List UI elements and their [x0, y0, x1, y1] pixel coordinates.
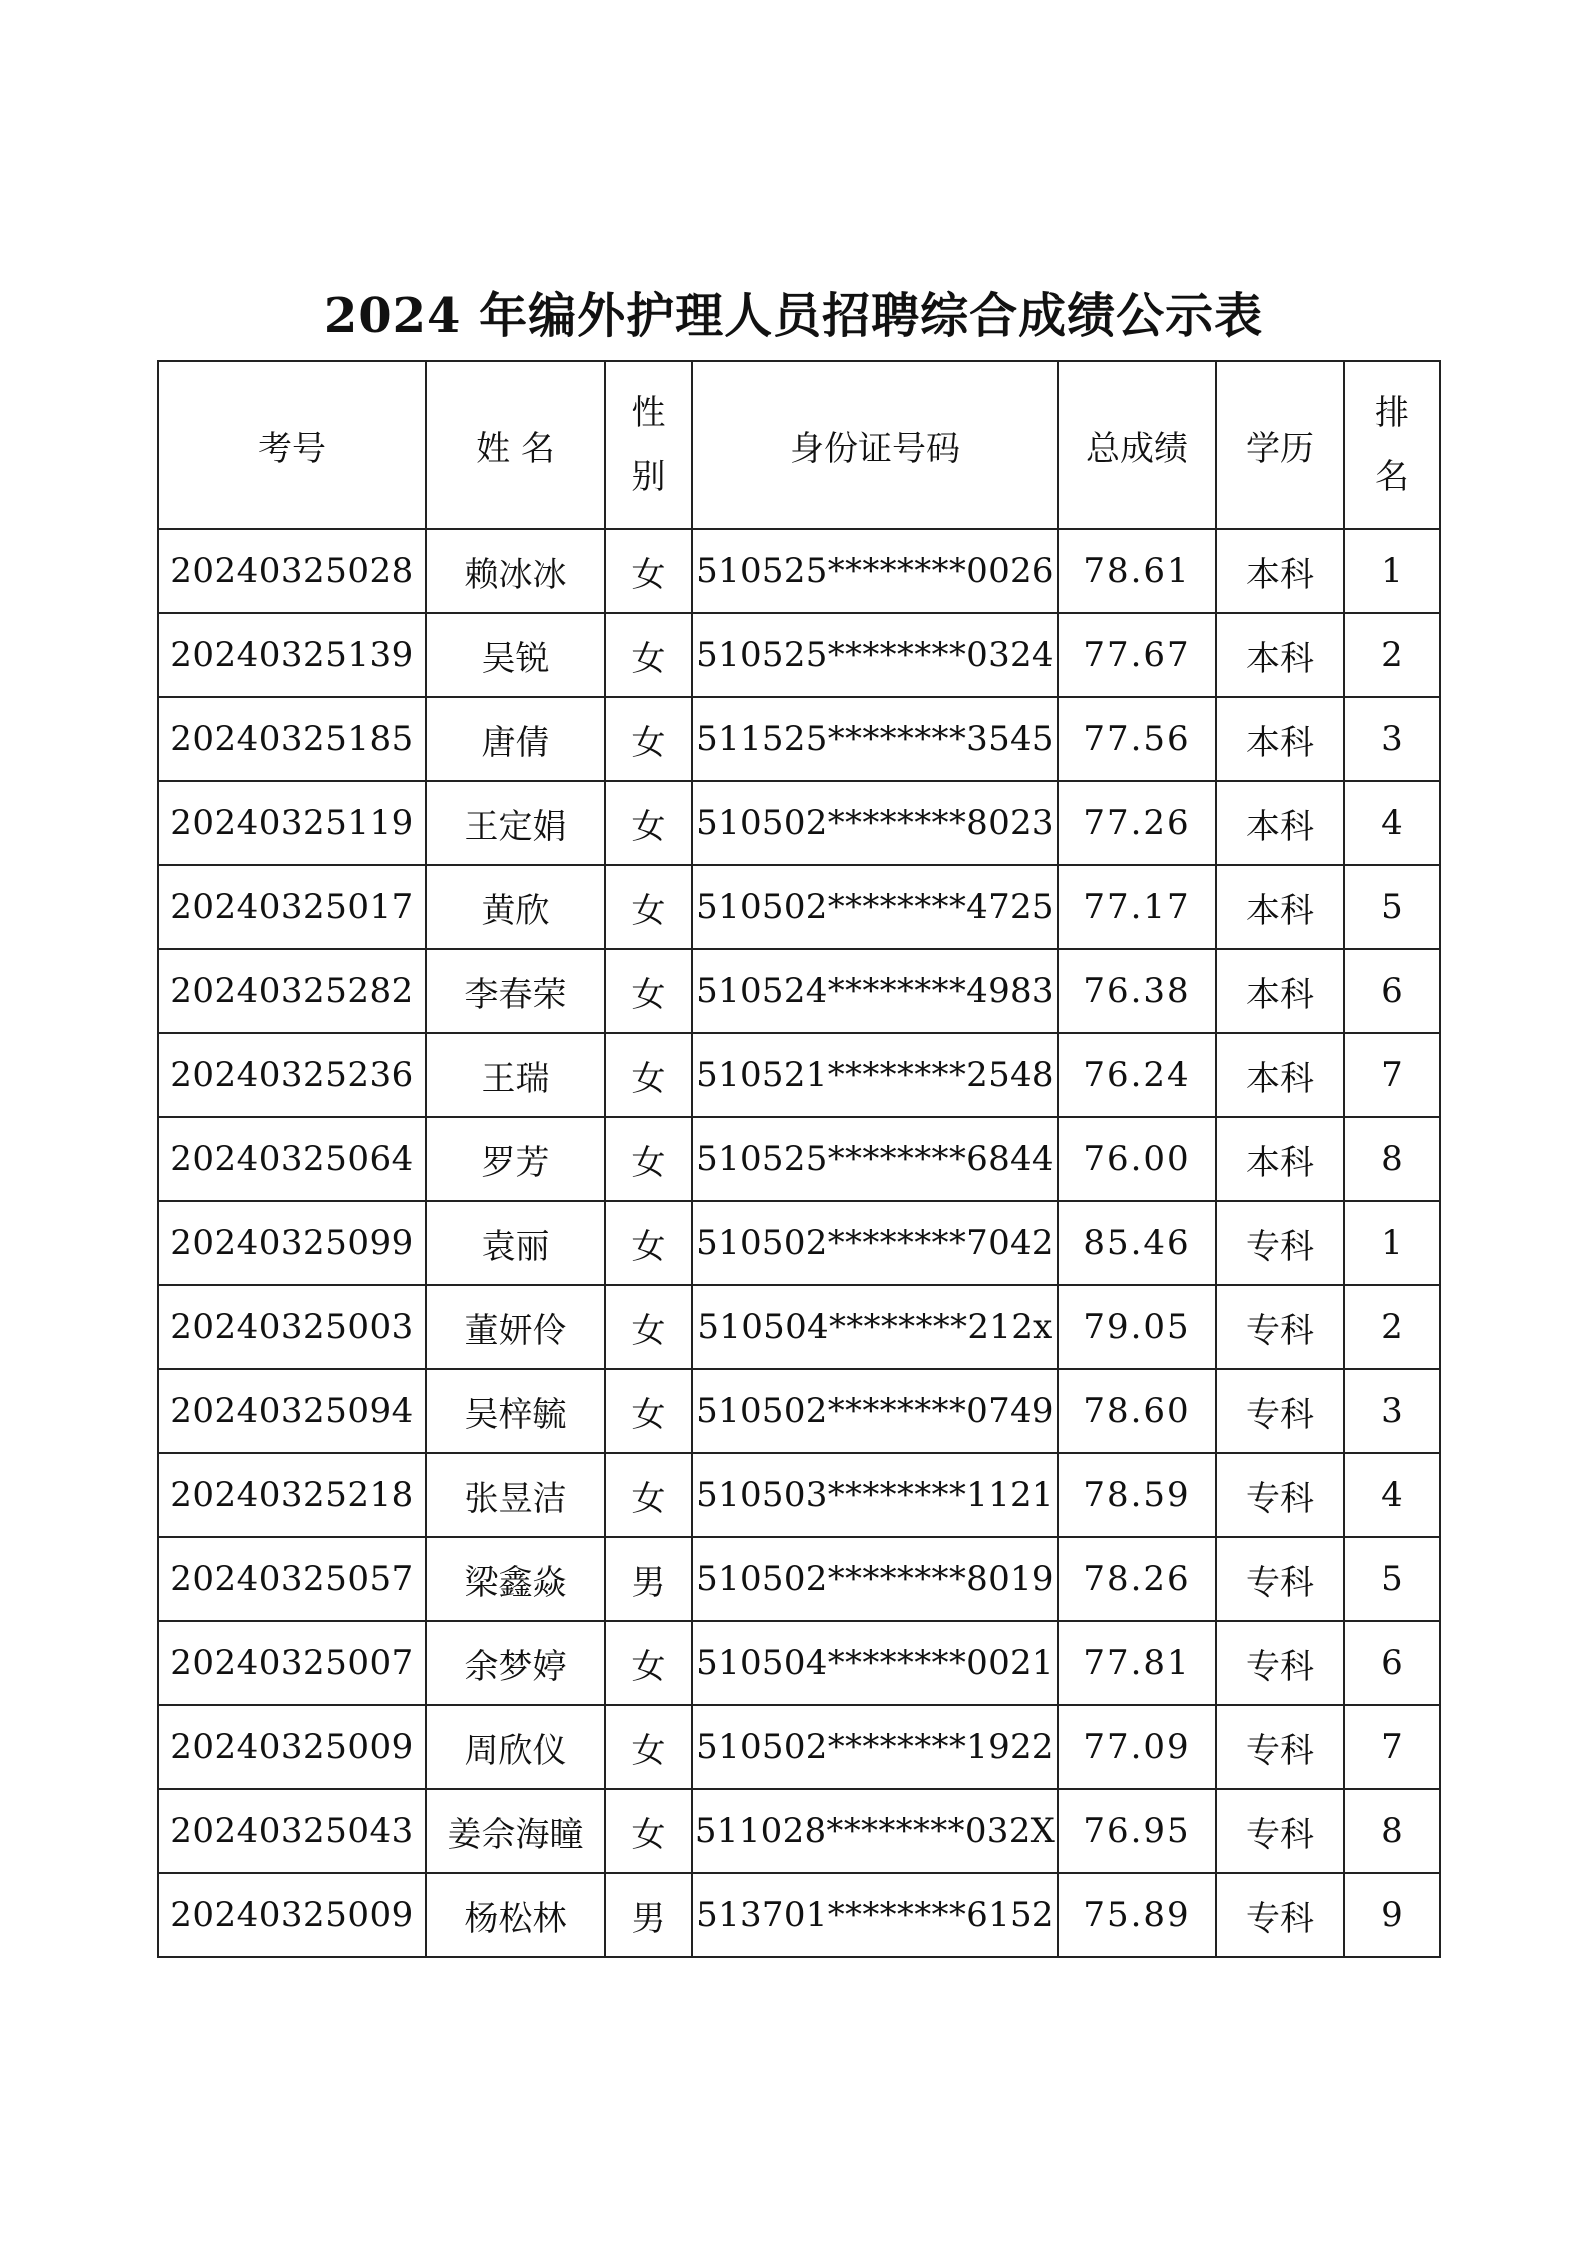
cell-id-card: 510502********4725 — [692, 865, 1058, 949]
cell-education: 专科 — [1216, 1201, 1344, 1285]
cell-id-card: 511525********3545 — [692, 697, 1058, 781]
table-body — [158, 529, 1440, 1957]
cell-rank: 6 — [1344, 1621, 1440, 1705]
cell-name: 赖冰冰 — [426, 529, 605, 613]
cell-rank: 1 — [1344, 529, 1440, 613]
cell-rank: 4 — [1344, 1453, 1440, 1537]
cell-education: 本科 — [1216, 781, 1344, 865]
cell-id-card: 510525********0026 — [692, 529, 1058, 613]
cell-gender: 女 — [605, 1033, 692, 1117]
cell-name: 吴锐 — [426, 613, 605, 697]
cell-gender: 女 — [605, 865, 692, 949]
cell-total-score: 78.60 — [1058, 1369, 1216, 1453]
cell-rank: 1 — [1344, 1201, 1440, 1285]
cell-gender: 男 — [605, 1537, 692, 1621]
cell-total-score: 78.26 — [1058, 1537, 1216, 1621]
cell-gender: 女 — [605, 529, 692, 613]
cell-id-card: 510525********6844 — [692, 1117, 1058, 1201]
cell-name: 唐倩 — [426, 697, 605, 781]
header-name: 姓 名 — [426, 361, 605, 529]
cell-education: 本科 — [1216, 949, 1344, 1033]
cell-education: 专科 — [1216, 1453, 1344, 1537]
cell-total-score: 76.24 — [1058, 1033, 1216, 1117]
cell-rank: 5 — [1344, 1537, 1440, 1621]
results-table — [157, 360, 1441, 1958]
table-row — [158, 865, 1440, 949]
cell-exam-no: 20240325009 — [158, 1705, 426, 1789]
cell-rank: 2 — [1344, 613, 1440, 697]
cell-id-card: 510504********212x — [692, 1285, 1058, 1369]
table-header — [158, 361, 1440, 529]
cell-gender: 女 — [605, 781, 692, 865]
cell-total-score: 77.17 — [1058, 865, 1216, 949]
cell-id-card: 510504********0021 — [692, 1621, 1058, 1705]
cell-education: 本科 — [1216, 529, 1344, 613]
cell-gender: 女 — [605, 1117, 692, 1201]
cell-exam-no: 20240325064 — [158, 1117, 426, 1201]
cell-total-score: 76.38 — [1058, 949, 1216, 1033]
cell-education: 专科 — [1216, 1537, 1344, 1621]
header-row — [158, 361, 1440, 529]
cell-gender: 女 — [605, 1369, 692, 1453]
cell-total-score: 76.00 — [1058, 1117, 1216, 1201]
cell-exam-no: 20240325017 — [158, 865, 426, 949]
cell-id-card: 510521********2548 — [692, 1033, 1058, 1117]
header-id-card: 身份证号码 — [692, 361, 1058, 529]
cell-total-score: 85.46 — [1058, 1201, 1216, 1285]
cell-exam-no: 20240325094 — [158, 1369, 426, 1453]
table-row — [158, 1117, 1440, 1201]
table-row — [158, 1369, 1440, 1453]
table-row — [158, 1705, 1440, 1789]
cell-education: 专科 — [1216, 1621, 1344, 1705]
table-row — [158, 1285, 1440, 1369]
cell-id-card: 510502********8019 — [692, 1537, 1058, 1621]
cell-name: 罗芳 — [426, 1117, 605, 1201]
cell-education: 本科 — [1216, 865, 1344, 949]
cell-rank: 7 — [1344, 1033, 1440, 1117]
table-row — [158, 1621, 1440, 1705]
cell-id-card: 513701********6152 — [692, 1873, 1058, 1957]
cell-id-card: 511028********032X — [692, 1789, 1058, 1873]
cell-name: 梁鑫焱 — [426, 1537, 605, 1621]
cell-name: 董妍伶 — [426, 1285, 605, 1369]
cell-exam-no: 20240325003 — [158, 1285, 426, 1369]
cell-exam-no: 20240325043 — [158, 1789, 426, 1873]
cell-gender: 女 — [605, 613, 692, 697]
cell-exam-no: 20240325007 — [158, 1621, 426, 1705]
cell-name: 周欣仪 — [426, 1705, 605, 1789]
cell-name: 袁丽 — [426, 1201, 605, 1285]
header-gender — [605, 361, 692, 529]
cell-gender: 女 — [605, 697, 692, 781]
cell-exam-no: 20240325139 — [158, 613, 426, 697]
cell-gender: 女 — [605, 1201, 692, 1285]
table-row — [158, 529, 1440, 613]
page-title: 2024 年编外护理人员招聘综合成绩公示表 — [323, 288, 1264, 344]
cell-education: 本科 — [1216, 613, 1344, 697]
cell-name: 吴梓毓 — [426, 1369, 605, 1453]
cell-rank: 5 — [1344, 865, 1440, 949]
cell-id-card: 510502********0749 — [692, 1369, 1058, 1453]
cell-exam-no: 20240325099 — [158, 1201, 426, 1285]
cell-id-card: 510524********4983 — [692, 949, 1058, 1033]
cell-education: 专科 — [1216, 1705, 1344, 1789]
cell-rank: 3 — [1344, 697, 1440, 781]
cell-exam-no: 20240325057 — [158, 1537, 426, 1621]
table-row — [158, 1537, 1440, 1621]
cell-name: 李春荣 — [426, 949, 605, 1033]
cell-gender: 女 — [605, 1621, 692, 1705]
cell-exam-no: 20240325009 — [158, 1873, 426, 1957]
cell-education: 本科 — [1216, 697, 1344, 781]
cell-rank: 3 — [1344, 1369, 1440, 1453]
cell-education: 专科 — [1216, 1369, 1344, 1453]
cell-rank: 2 — [1344, 1285, 1440, 1369]
cell-education: 专科 — [1216, 1873, 1344, 1957]
cell-total-score: 78.61 — [1058, 529, 1216, 613]
cell-gender: 女 — [605, 1705, 692, 1789]
header-rank-label: 排名 — [1375, 393, 1409, 497]
cell-rank: 4 — [1344, 781, 1440, 865]
cell-id-card: 510502********8023 — [692, 781, 1058, 865]
cell-gender: 女 — [605, 949, 692, 1033]
cell-rank: 8 — [1344, 1117, 1440, 1201]
header-gender-label: 性别 — [631, 393, 666, 497]
cell-education: 本科 — [1216, 1033, 1344, 1117]
cell-education: 专科 — [1216, 1285, 1344, 1369]
cell-total-score: 77.09 — [1058, 1705, 1216, 1789]
cell-gender: 女 — [605, 1789, 692, 1873]
cell-gender: 女 — [605, 1453, 692, 1537]
table-row — [158, 1873, 1440, 1957]
table-row — [158, 1033, 1440, 1117]
cell-name: 王定娟 — [426, 781, 605, 865]
cell-total-score: 79.05 — [1058, 1285, 1216, 1369]
cell-exam-no: 20240325236 — [158, 1033, 426, 1117]
cell-rank: 8 — [1344, 1789, 1440, 1873]
cell-exam-no: 20240325028 — [158, 529, 426, 613]
cell-name: 杨松林 — [426, 1873, 605, 1957]
cell-exam-no: 20240325282 — [158, 949, 426, 1033]
cell-exam-no: 20240325185 — [158, 697, 426, 781]
table-row — [158, 949, 1440, 1033]
cell-education: 本科 — [1216, 1117, 1344, 1201]
cell-gender: 女 — [605, 1285, 692, 1369]
table-row — [158, 1453, 1440, 1537]
cell-name: 张昱洁 — [426, 1453, 605, 1537]
header-total-score: 总成绩 — [1058, 361, 1216, 529]
cell-education: 专科 — [1216, 1789, 1344, 1873]
cell-total-score: 75.89 — [1058, 1873, 1216, 1957]
cell-id-card: 510525********0324 — [692, 613, 1058, 697]
cell-total-score: 77.67 — [1058, 613, 1216, 697]
cell-rank: 7 — [1344, 1705, 1440, 1789]
cell-rank: 9 — [1344, 1873, 1440, 1957]
header-exam-no: 考号 — [158, 361, 426, 529]
cell-exam-no: 20240325218 — [158, 1453, 426, 1537]
table-row — [158, 697, 1440, 781]
cell-id-card: 510502********7042 — [692, 1201, 1058, 1285]
cell-rank: 6 — [1344, 949, 1440, 1033]
cell-name: 黄欣 — [426, 865, 605, 949]
cell-gender: 男 — [605, 1873, 692, 1957]
table-row — [158, 1789, 1440, 1873]
table-row — [158, 613, 1440, 697]
cell-total-score: 77.26 — [1058, 781, 1216, 865]
header-rank — [1344, 361, 1440, 529]
cell-name: 姜佘海瞳 — [426, 1789, 605, 1873]
cell-total-score: 77.56 — [1058, 697, 1216, 781]
cell-total-score: 76.95 — [1058, 1789, 1216, 1873]
cell-name: 王瑞 — [426, 1033, 605, 1117]
cell-id-card: 510502********1922 — [692, 1705, 1058, 1789]
table-row — [158, 781, 1440, 865]
cell-id-card: 510503********1121 — [692, 1453, 1058, 1537]
table-row — [158, 1201, 1440, 1285]
cell-exam-no: 20240325119 — [158, 781, 426, 865]
cell-total-score: 77.81 — [1058, 1621, 1216, 1705]
header-education: 学历 — [1216, 361, 1344, 529]
cell-name: 余梦婷 — [426, 1621, 605, 1705]
cell-total-score: 78.59 — [1058, 1453, 1216, 1537]
